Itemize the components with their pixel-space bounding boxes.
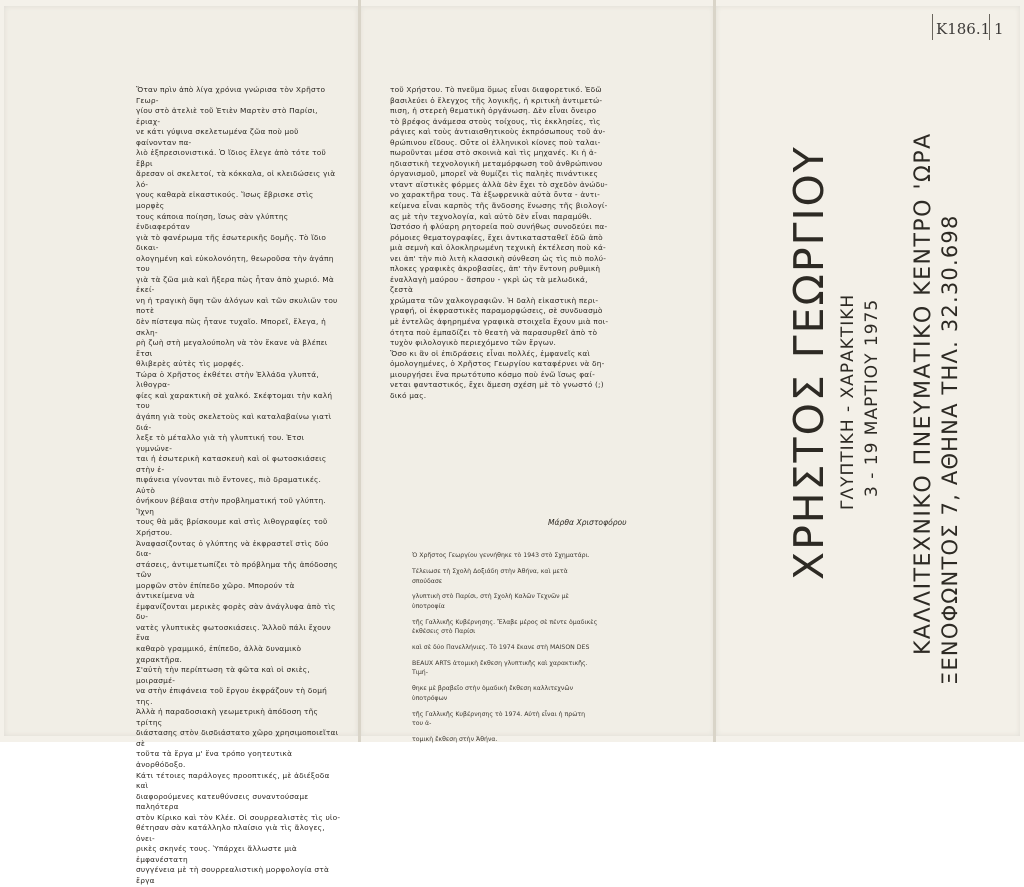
essay-line: νη ἡ τραγικὴ ὄψη τῶν ἀλόγων καὶ τῶν σκυλιῶν του ποτὲ (136, 295, 338, 316)
exhibition-subtitle: ΓΛΥΠΤΙΚΗ - ΧΑΡΑΚΤΙΚΗ (838, 293, 858, 510)
essay-line: θέτησαν σὰν κατάλληλο πλαίσιο γιὰ τὶς ἄλογες, ὀνει- (136, 823, 325, 843)
venue-address: ΞΕΝΟΦΩΝΤΟΣ 7, ΑΘΗΝΑ ΤΗΛ. 32.30.698 (938, 214, 962, 685)
essay-line: πλοκες γραφικὲς ἀκροβασίες, ἀπ' τὴν ἔντονη ρυθμικὴ (390, 264, 601, 274)
essay-line: γίου στὸ ἀτελιὲ τοῦ Ἐτιὲν Μαρτὲν στὸ Παρίσι, ἐριαχ- (136, 106, 318, 126)
essay-line: πιση, ἡ στερεὴ θεματικὴ ὀργάνωση. Δὲν εἶναι ὄνειρο (390, 106, 597, 116)
artist-name-title: ΧΡΗΣΤΟΣ ΓΕΩΡΓΙΟΥ (785, 145, 833, 580)
essay-line: θλιβερὲς αὐτὲς τὶς μορφές. (136, 359, 245, 369)
bio-line: Ὁ Χρῆστος Γεωργίου γεννήθηκε τὸ 1943 στὸ Σχηματάρι. (412, 552, 590, 560)
essay-line: γιὰ τὰ ζῶα μιὰ καὶ ἤξερα πὼς ἦταν ἀπὸ χωριό. Μὰ ἐκεί- (136, 274, 334, 295)
essay-line: ρὴ ζωὴ στὴ μεγαλούπολη νὰ τὸν ἔκανε νὰ βλέπει ἔτσι (136, 338, 328, 358)
essay-line: τους θὰ μᾶς βρίσκουμε καὶ στὶς λιθογραφίες τοῦ Χρήστου. (136, 517, 328, 537)
essay-line: θρώπινου εἴδους. Οὔτε οἱ ἑλληνικοὶ κίονες ποὺ ταλαι- (390, 137, 601, 147)
venue-name: ΚΑΛΛΙΤΕΧΝΙΚΟ ΠΝΕΥΜΑΤΙΚΟ ΚΕΝΤΡΟ 'ΩΡΑ (911, 132, 936, 655)
essay-line: ἐναλλαγὴ μαύρου - ἄσπρου - γκρὶ ὡς τὰ μελωδικά, ζεστὰ (390, 274, 588, 295)
essay-line: διάστασης στὸν δισδιάστατο χῶρο χρησιμοποιεῖται σὲ (136, 728, 339, 748)
essay-line: ας μὲ τὴν τεχνολογία, καὶ αὐτὸ δὲν εἶναι παραμύθι. (390, 211, 593, 221)
bio-line: τῆς Γαλλικῆς Κυβέρνησης. Ἔλαβε μέρος σὲ πέντε ὁμαδικὲς ἐκθέσεις στὸ Παρίσι (412, 618, 598, 636)
bio-line: θηκε μὲ βραβεῖο στὴν ὁμαδικὴ ἔκθεση καλλιτεχνῶν ὑποτρόφων (412, 685, 574, 702)
essay-line: ὀργανισμοῦ, μπορεῖ νὰ θυμίζει τὶς παληὲς πινάντικες (390, 169, 599, 179)
essay-line: νταντ αϊστικὲς φόρμες ἀλλὰ δὲν ἔχει τὸ σχεδὸν ἀνώδυ- (390, 179, 608, 189)
essay-line: ἐμφανίζονται μερικὲς φορὲς σὰν ἀνάγλυφα ἀπὸ τὶς δυ- (136, 601, 336, 622)
essay-line: Κάτι τέτοιες παράλογες προοπτικές, μὲ ἀδιέξοδα καὶ (136, 770, 330, 791)
essay-line: να στὴν ἐπιφάνεια τοῦ ἔργου ἐκφράζουν τὴ δομή της. (136, 686, 327, 706)
essay-line: γραφή, οἱ ἐκφραστικὲς παραμορφώσεις, σὲ συνδυασμὸ (390, 306, 603, 316)
essay-line: τοῦ Χρήστου. Τὸ πνεῦμα ὅμως εἶναι διαφορετικό. Ἐδῶ (390, 85, 602, 94)
essay-line: πιφάνεια γίνονται πιὸ ἔντονες, πιὸ δραματικές. Αὐτὸ (136, 475, 322, 495)
essay-line: τυχὸν φιλολογικὸ περιεχόμενο τῶν ἔργων. (390, 338, 557, 348)
essay-line: δικό μας. (390, 390, 427, 400)
essay-line: τὸ βρέφος ἀνάμεσα στοὺς τοίχους, τὶς ἐκκλησίες, τὶς (390, 116, 601, 126)
essay-line: ται ἡ ἐσωτερικὴ κατασκευὴ καὶ οἱ φωτοσκιάσεις στὴν ἐ- (136, 454, 327, 474)
bio-line: καὶ σὲ δύο Πανελλήνιες. Τὸ 1974 ἔκανε στὴ MAISON DES (412, 644, 590, 652)
archive-reference: Κ186.1 (936, 20, 991, 38)
essay-line: νατὲς γλυπτικὲς φωτοσκιάσεις. Ἄλλοῦ πάλι ἔχουν ἕνα (136, 622, 331, 643)
essay-line: ηδιαστικὴ τεχνολογικὴ μεταμόρφωση τοῦ ἀνθρώπινου (390, 158, 603, 168)
essay-line: γιὰ τὸ φανέρωμα τῆς ἐσωτερικῆς δομῆς. Τὸ ἴδιο δικαι- (136, 232, 327, 253)
fold-line (713, 0, 716, 742)
essay-line: λιὸ ἐξπρεσιονιστικά. Ὁ ἴδιος ἔλεγε ἀπὸ τότε τοῦ ἔβρι (136, 148, 326, 168)
essay-line: ρικὲς σκηνές τους. Ὑπάρχει ἄλλωστε μιὰ ἐμφανέστατη (136, 844, 297, 864)
essay-line: μιὰ σεμνὴ καὶ ὁλοκληρωμένη τεχνικὴ ἐκτέλεση ποὺ κά- (390, 243, 606, 253)
essay-line: κείμενα εἶναι καρπὸς τῆς ἄνδοσης ἕνωσης τῆς βιολογί- (390, 201, 608, 211)
essay-line: νε κάτι γύψινα σκελετωμένα ζῶα ποὺ μοῦ φαίνονταν πα- (136, 127, 299, 147)
essay-line: Ὅσο κι ἂν οἱ ἐπιδράσεις εἶναι πολλές, ἐμφανεῖς καὶ (390, 348, 591, 358)
essay-line: ρόμοιες θεματογραφίες, ἔχει ἀντικατασταθεῖ ἐδῶ ἀπὸ (390, 232, 603, 242)
essay-line: στὸν Κίρικο καὶ τὸν Κλέε. Οἱ σουρρεαλιστὲς τὶς υἱο- (136, 812, 341, 822)
essay-line: φίες καὶ χαρακτικὴ σὲ χαλκό. Σκέφτομαι τὴν καλή του (136, 390, 333, 411)
essay-line: ότητα ποὺ ἐμπαδίζει τὸ θεατὴ νὰ παρασυρθεῖ ἀπὸ τὸ (390, 327, 598, 337)
essay-middle-column (390, 85, 610, 401)
essay-line: μιουργήσει ἕνα πρωτότυπο κόσμο ποὺ ἐνῶ ἴσως φαί- (390, 369, 595, 379)
essay-line: ράγιες καὶ τοὺς ἀντιαισθητικοὺς ἐκπρόσωπους τοῦ ἀν- (390, 127, 606, 137)
archive-number: 1 (994, 20, 1004, 38)
essay-line: ολογημένη καὶ εὐκολονόητη, θεωροῦσα τὴν ἀγάπη του (136, 253, 334, 274)
essay-line: νο χαρακτῆρα τους. Τὰ ἐξωφρενικὰ αὐτὰ ὄντα - ἀντι- (390, 190, 600, 200)
fold-line (358, 0, 361, 742)
essay-line: χρώματα τῶν χαλκογραφιῶν. Ἡ δαλὴ εἰκαστικὴ περι- (390, 295, 599, 305)
essay-line: διαφορούμενες κατευθύνσεις συναντούσαμε παληότερα (136, 791, 309, 812)
essay-line: ὀνήκουν βέβαια στὴν προβληματική τοῦ γλύπτη. Ἴχνη (136, 496, 326, 516)
essay-line: Ὅταν πρὶν ἀπὸ λίγα χρόνια γνώρισα τὸν Χρῆστο Γεωρ- (136, 85, 326, 105)
essay-line: βασιλεύει ὁ ἔλεγχος τῆς λογικῆς, ἡ κριτικὴ ἀντιμετώ- (390, 95, 603, 105)
exhibition-dates: 3 - 19 ΜΑΡΤΙΟΥ 1975 (862, 298, 882, 497)
essay-line: συγγένεια μὲ τὴ σουρρεαλιστικὴ μορφολογία στὰ ἔργα (136, 865, 330, 886)
essay-left-column (136, 85, 341, 887)
essay-line: δὲν πίστεψα πὼς ἦτανε τυχαῖο. Μπορεῖ, ἔλεγα, ἡ σκλη- (136, 317, 326, 337)
essay-line: νει ἀπ' τὴν πιὸ λιτὴ κλασσικὴ σύνθεση ὡς τὶς πιὸ πολύ- (390, 253, 607, 263)
essay-line: Τώρα ὁ Χρῆστος ἐκθέτει στὴν Ἑλλάδα γλυπτά, λιθογρα- (136, 369, 319, 390)
essay-line: μὲ ἐντελῶς ἀφηρημένα γραφικὰ στοιχεῖα ἔχουν μιὰ ποι- (390, 317, 609, 327)
essay-line: ἄρεσαν οἱ σκελετοί, τὰ κόκκαλα, οἱ κλειδώσεις γιὰ λό- (136, 169, 336, 189)
essay-line: τοῦτα τὰ ἔργα μ' ἕνα τρόπο γοητευτικὰ ἀνορθόδοξο. (136, 749, 293, 769)
essay-line: Ὡστόσο ἡ φλύαρη ρητορεία ποὺ συνήθως συνοδεύει πα- (390, 222, 608, 232)
essay-line: τους κάποια ποίηση, ἴσως σὰν γλύπτης ἐνδιαφερόταν (136, 211, 289, 232)
essay-signature: Μάρθα Χριστοφόρου (548, 518, 627, 527)
essay-line: καθαρὸ γραμμικό, ἐπίπεδο, ἀλλὰ δυναμικὸ χαρακτῆρα. (136, 643, 302, 664)
essay-line: πωροῦνται μέσα στὸ σκοινιὰ καὶ τὶς μηχανές. Κι ἡ ἀ- (390, 148, 597, 158)
essay-line: στάσεις, ἀντιμετωπίζει τὸ πρόβλημα τῆς ἀπόδοσης τῶν (136, 559, 338, 580)
artist-biography (412, 545, 598, 751)
essay-line: Ἀλλὰ ἡ παραδοσιακὴ γεωμετρικὴ ἀπόδοση τῆς τρίτης (136, 707, 318, 727)
essay-line: ἀγάπη γιὰ τοὺς σκελετοὺς καὶ καταλαβαίνω γιατὶ διά- (136, 411, 332, 432)
essay-line: Σ'αὐτὴ τὴν περίπτωση τὰ φῶτα καὶ οἱ σκιὲς, μοιρασμέ- (136, 665, 310, 685)
essay-line: γους καθαρὰ εἰκαστικούς. Ἴσως ἔβρισκε στὶς μορφὲς (136, 190, 314, 211)
essay-line: λεξε τὸ μέταλλο γιὰ τὴ γλυπτική του. Ἐτσι γυμνώνε- (136, 433, 305, 453)
bio-line: τῆς Γαλλικῆς Κυβέρνησης τὸ 1974. Αὐτὴ εἶναι ἡ πρώτη του ἀ- (412, 710, 586, 728)
essay-line: νεται φανταστικός, ἔχει ἄμεση σχέση μὲ τὸ γνωστό (;) (390, 380, 604, 390)
bio-line: γλυπτικὴ στὸ Παρίσι, στὴ Σχολὴ Καλῶν Τεχνῶν μὲ ὑποτροφία (412, 593, 569, 610)
essay-line: ὁμολογημένες, ὁ Χρῆστος Γεωργίου καταφέρνει νὰ δη- (390, 359, 605, 369)
bio-line: BEAUX ARTS ἀτομικὴ ἔκθεση γλυπτικῆς καὶ χαρακτικῆς. Τιμή- (412, 659, 588, 677)
essay-line: Ἀναφασίζοντας ὁ γλύπτης νὰ ἐκφραστεῖ στὶς δύο δια- (136, 538, 329, 559)
bio-line: Τέλειωσε τὴ Σχολὴ Δοξιάδη στὴν Ἀθήνα, καὶ μετὰ σπούδασε (412, 567, 568, 585)
essay-line: μορφῶν στὸν ἐπίπεδο χῶρο. Μπορούν τὰ ἀντικείμενα νὰ (136, 580, 295, 601)
bio-line: τομικὴ ἔκθεση στὴν Ἀθήνα. (412, 736, 498, 743)
